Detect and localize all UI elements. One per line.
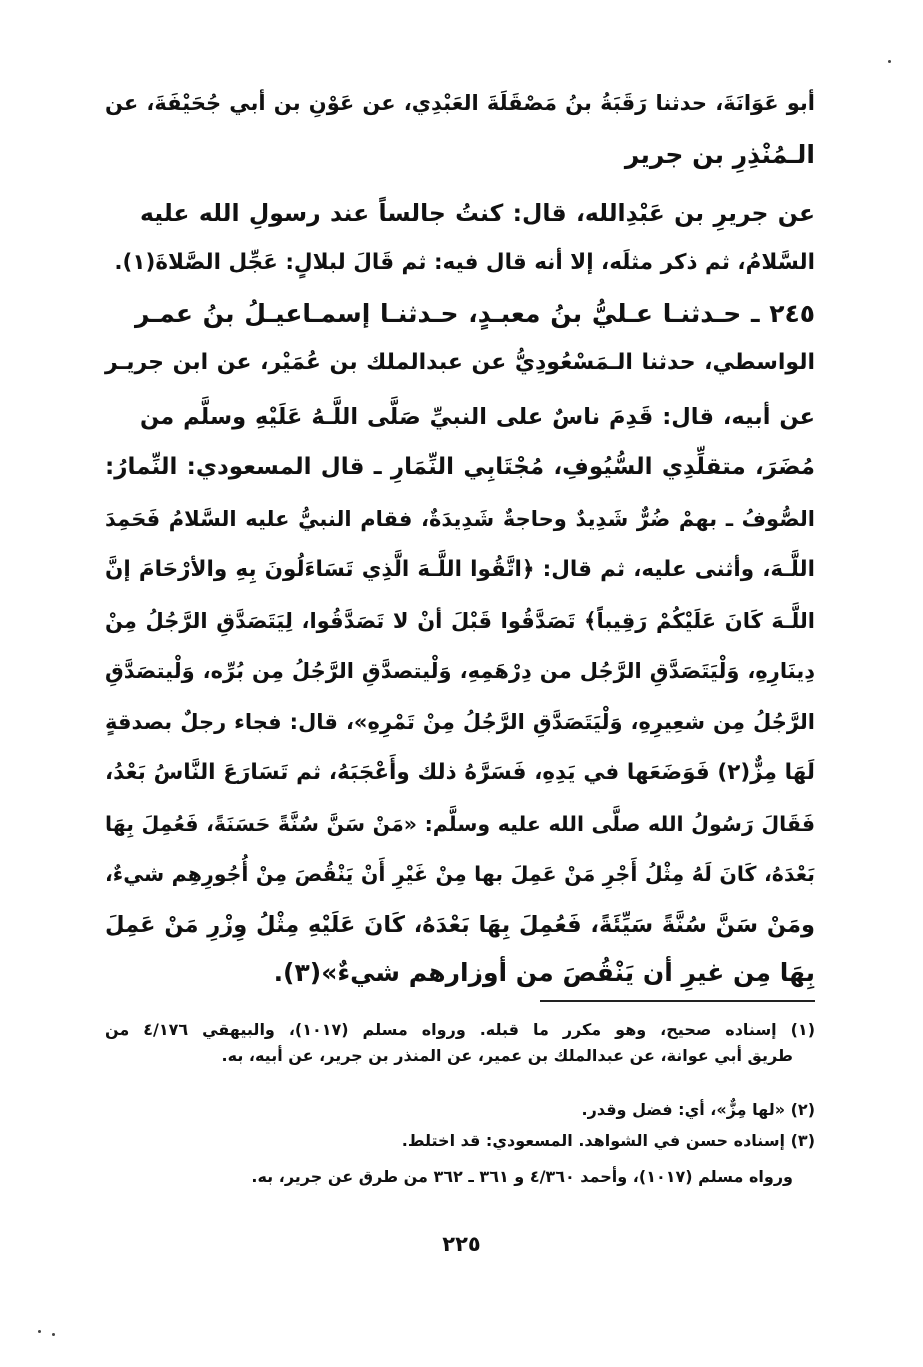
text-line: اللَّـهَ، وأثنى عليه، ثم قال: ﴿اتَّقُوا اللَّـهَ الَّذِي تَسَاءَلُونَ بِهِ والأرْحَامَ إنَّ — [105, 557, 815, 582]
footnote-1: (١) إسناده صحيح، وهو مكرر ما قبله. ورواه مسلم (١٠١٧)، والبيهقي ٤/١٧٦ من — [105, 1020, 815, 1039]
scan-speck — [888, 60, 891, 63]
page-number: ٢٢٥ — [442, 1232, 481, 1256]
footnote-1-continued: طريق أبي عوانة، عن عبدالملك بن عمير، عن المنذر بن جرير، عن أبيه، به. — [221, 1046, 793, 1065]
text-line: الواسطي، حدثنا الـمَسْعُودِيُّ عن عبدالملك بن عُمَيْر، عن ابن جريـر — [105, 350, 815, 375]
text-line: عن جريرِ بن عَبْدِالله، قال: كنتُ جالساً عند رسولِ الله عليه — [140, 199, 815, 227]
text-line: مُضَرَ، متقلِّدِي السُّيُوفِ، مُجْتَابِي النِّمَارِ ـ قال المسعودي: النِّمارُ: — [105, 454, 815, 480]
text-line: بِهَا مِن غيرِ أن يَنْقُصَ من أوزارهم شيءٌ»(٣). — [273, 958, 815, 987]
text-line: لَهَا مِزٌّ(٢) فَوَضَعَها في يَدِهِ، فَسَرَّهُ ذلك وأَعْجَبَهُ، ثم تَسَارَعَ النَّاسُ بَعْدُ، — [105, 760, 815, 785]
footnote-separator — [540, 1000, 815, 1002]
text-line: الـمُنْذِرِ بن جرير — [624, 140, 815, 169]
text-line: الرَّجُلُ مِن شعِيرِهِ، وَلْيَتَصَدَّقِ الرَّجُلُ مِنْ تَمْرِهِ»، قال: فجاء رجلٌ بصدقةٍ — [105, 710, 815, 734]
text-line: بَعْدَهُ، كَانَ لَهُ مِثْلُ أَجْرِ مَنْ عَمِلَ بها مِنْ غَيْرِ أَنْ يَنْقُصَ مِنْ أُجُورِهِم شيءٌ، — [105, 862, 815, 886]
text-line: الصُّوفُ ـ بهمْ ضُرٌّ شَدِيدٌ وحاجةٌ شَدِيدَةٌ، فقام النبيُّ عليه السَّلامُ فَحَمِدَ — [105, 507, 815, 531]
footnote-3-continued: ورواه مسلم (١٠١٧)، وأحمد ٤/٣٦٠ و ٣٦١ ـ ٣٦٢ من طرق عن جرير، به. — [251, 1167, 793, 1186]
text-line: دِينَارِهِ، وَلْيَتَصَدَّقِ الرَّجُل من دِرْهَمِهِ، وَلْيتصدَّقِ الرَّجُلُ مِن بُرِّه، وَلْيتصَدَّقِ — [105, 659, 815, 683]
footnote-3: (٣) إسناده حسن في الشواهد. المسعودي: قد اختلط. — [401, 1131, 815, 1150]
text-line: عن أبيه، قال: قَدِمَ ناسٌ على النبيِّ صَلَّى اللَّـهُ عَلَيْهِ وسلَّم من — [140, 404, 815, 430]
text-line: السَّلامُ، ثم ذكر مثلَه، إلا أنه قال فيه: ثم قَالَ لبلالٍ: عَجِّل الصَّلاةَ(١). — [114, 250, 815, 275]
text-line: أبو عَوَانَةَ، حدثنا رَقَبَةُ بنُ مَصْقَلَةَ العَبْدِي، عن عَوْنِ بن أبي جُحَيْفَةَ، عن — [105, 91, 815, 115]
hadith-number-line: ٢٤٥ ـ حـدثنـا عـليُّ بنُ معبـدٍ، حـدثنـا إسمـاعيـلُ بنُ عمـر — [135, 299, 815, 328]
scan-speck — [52, 1333, 55, 1336]
text-line: اللَّـهَ كَانَ عَلَيْكُمْ رَقِيباً﴾ تَصَدَّقُوا قَبْلَ أنْ لا تَصَدَّقُوا، لِيَتَصَدَّقِ الرَّجُلُ مِنْ — [105, 609, 815, 633]
text-line: فَقَالَ رَسُولُ الله صلَّى الله عليه وسلَّم: «مَنْ سَنَّ سُنَّةً حَسَنَةً، فَعُمِلَ بِهَا — [105, 812, 815, 836]
scan-speck — [38, 1330, 41, 1333]
text-line: ومَنْ سَنَّ سُنَّةً سَيِّئَةً، فَعُمِلَ بِهَا بَعْدَهُ، كَانَ عَلَيْهِ مِثْلُ وِزْرِ مَنْ عَمِلَ — [105, 912, 815, 938]
footnote-2: (٢) «لها مِزٌّ»، أي: فضل وقدر. — [581, 1100, 815, 1119]
